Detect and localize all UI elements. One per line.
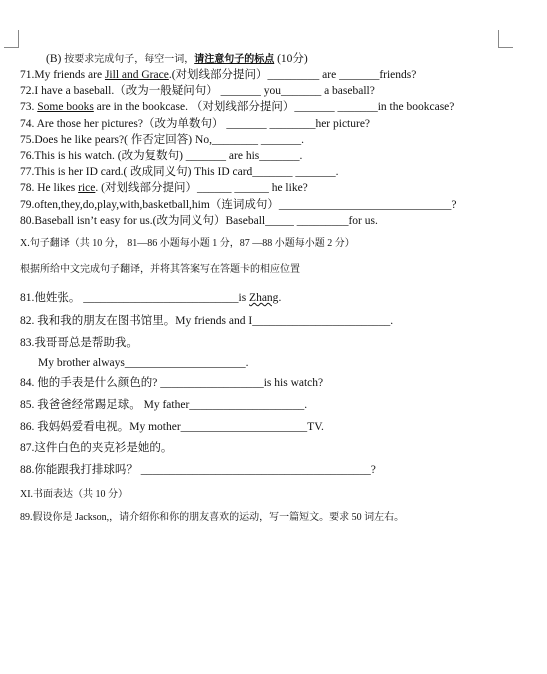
- section-x-instruction: 根据所给中文完成句子翻译，并将其答案写在答题卡的相应位置: [20, 264, 300, 275]
- question-post-text: are in the bookcase. （对划线部分提问）_______ _______in the bookcase?: [93, 101, 455, 113]
- translation-question: [20, 336, 138, 350]
- question-pre-text: 71.My friends are: [20, 69, 105, 81]
- translation-question: [20, 420, 324, 434]
- exercise-question: [20, 133, 304, 147]
- exercise-question: [20, 198, 456, 212]
- translation-question: [20, 441, 172, 455]
- question-pre-text: 80.Baseball isn’t easy for us.(改为同义句）Baseball_____ _________for us.: [20, 215, 378, 227]
- question-pre-text: 81.他姓张。 ___________________________is: [20, 292, 250, 304]
- section-b-heading: (B) 按要求完成句子，每空一词，请注意句子的标点 (10分): [46, 53, 308, 65]
- exercise-question: [20, 181, 308, 195]
- question-pre-text: 74. Are those her pictures?（改为单数句） _______ ________her picture?: [20, 118, 371, 130]
- exercise-question: [20, 68, 416, 82]
- question-pre-text: 78. He likes: [20, 182, 79, 194]
- question-post-text: . (对划线部分提问）______ ______ he like?: [95, 182, 308, 194]
- exercise-question: [20, 165, 339, 179]
- question-u-text: Some books: [37, 101, 94, 113]
- question-pre-text: My brother always_____________________.: [38, 357, 249, 369]
- question-pre-text: 82. 我和我的朋友在图书馆里。My friends and I________________________.: [20, 315, 394, 327]
- crop-mark-top-right: [498, 30, 499, 48]
- exercise-question: [20, 117, 370, 131]
- translation-question: [20, 314, 393, 328]
- question-pre-text: 75.Does he like pears?( 作否定回答) No,________ _______.: [20, 134, 304, 146]
- question-pre-text: 77.This is her ID card.( 改成同义句) This ID card_______ _______.: [20, 166, 339, 178]
- exercise-question: [20, 100, 454, 114]
- crop-mark-top-right: [498, 47, 513, 48]
- essay-prompt: 89.假设你是 Jackson,，请介绍你和你的朋友喜欢的运动，写一篇短文。要求 50 词左右。: [20, 512, 405, 523]
- question-pre-text: 72.I have a baseball.（改为一般疑问句） _______ you_______ a baseball?: [20, 85, 375, 97]
- question-u-text: Jill and Grace: [104, 69, 169, 81]
- exercise-question: [20, 214, 378, 228]
- crop-mark-top-left: [4, 47, 19, 48]
- question-pre-text: 79.often,they,do,play,with,basketball,him（连词成句）______________________________?: [20, 199, 457, 211]
- question-pre-text: 73.: [20, 101, 38, 113]
- exercise-question: [20, 84, 375, 98]
- question-pre-text: 88.你能跟我打排球吗？ ________________________________________?: [20, 464, 376, 476]
- question-post-text: .(对划线部分提问）_________ are _______friends?: [168, 69, 417, 81]
- question-pre-text: 86. 我妈妈爱看电视。My mother______________________TV.: [20, 421, 324, 433]
- translation-question: [20, 291, 281, 305]
- translation-question: [20, 463, 376, 477]
- question-u-text: rice: [78, 182, 96, 194]
- question-pre-text: 84. 他的手表是什么颜色的? __________________is his watch?: [20, 377, 324, 389]
- exercise-question: [20, 149, 302, 163]
- question-pre-text: 87.这件白色的夹克衫是她的。: [20, 442, 173, 454]
- question-pre-text: 83.我哥哥总是帮助我。: [20, 337, 138, 349]
- translation-question: [38, 356, 249, 370]
- question-pre-text: 85. 我爸爸经常踢足球。 My father____________________.: [20, 399, 308, 411]
- section-xi-title: XI.书面表达（共 10 分）: [20, 489, 129, 500]
- translation-question: [20, 376, 323, 390]
- question-post-text: .: [278, 292, 282, 304]
- crop-mark-top-left: [18, 30, 19, 48]
- section-x-title: X.句子翻译（共 10 分， 81—86 小题每小题 1 分，87 —88 小题每小题 2 分）: [20, 238, 355, 249]
- question-pre-text: 76.This is his watch. (改为复数句) _______ are his_______.: [20, 150, 303, 162]
- question-wavy-text: Zhang: [249, 292, 279, 304]
- translation-question: [20, 398, 307, 412]
